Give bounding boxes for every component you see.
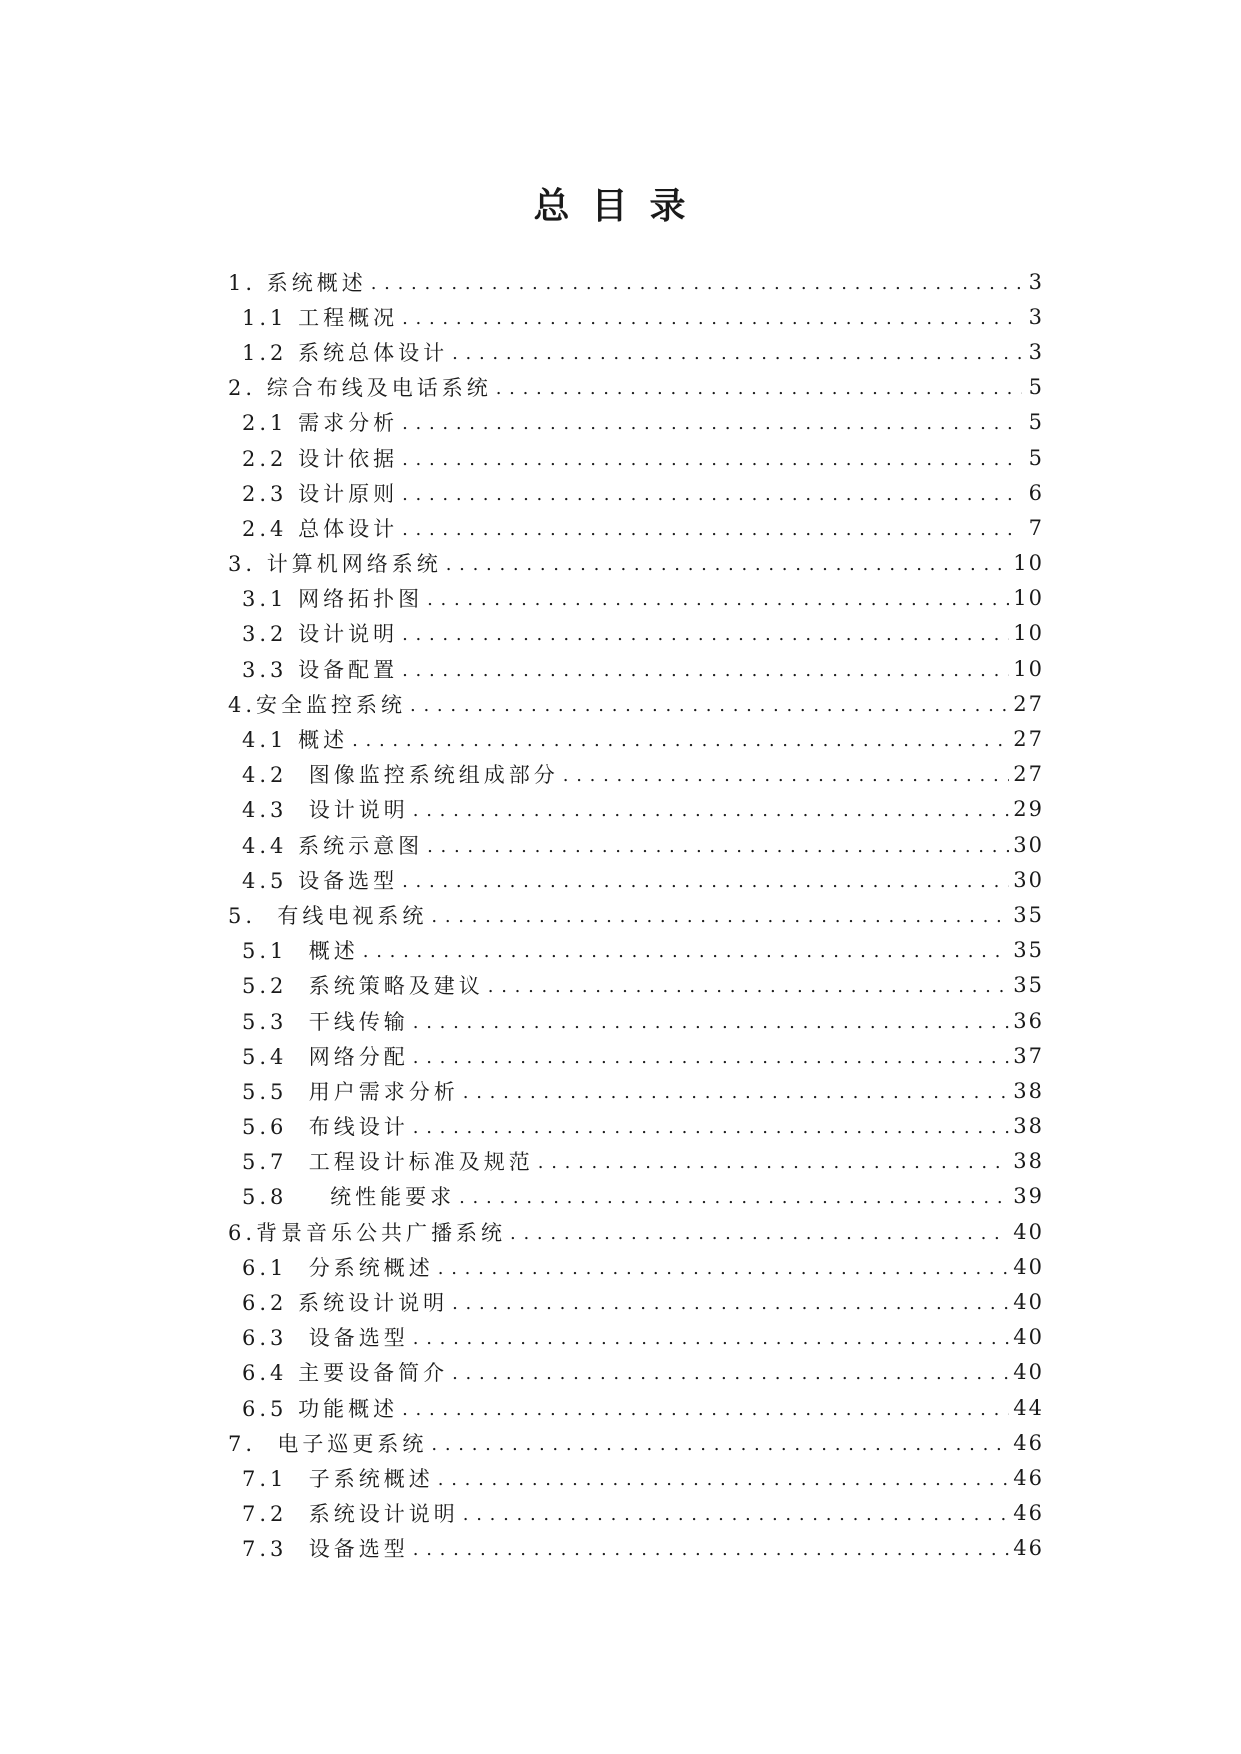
toc-entry[interactable] bbox=[228, 792, 1044, 827]
dot-leader bbox=[488, 973, 1010, 997]
dot-leader bbox=[413, 1536, 1010, 1560]
dot-leader bbox=[352, 727, 1009, 751]
dot-leader bbox=[402, 410, 1022, 434]
toc-entry-page-number: 27 bbox=[1013, 727, 1044, 752]
toc-entry-label: 6.4 主要设备简介 bbox=[242, 1361, 449, 1386]
toc-entry-label: 5. 有线电视系统 bbox=[228, 903, 428, 928]
toc-entry-label: 4.3 设计说明 bbox=[242, 798, 409, 823]
dot-leader bbox=[402, 621, 1009, 645]
toc-entry-label: 7.1 子系统概述 bbox=[242, 1466, 434, 1491]
toc-entry[interactable] bbox=[228, 1214, 1044, 1249]
toc-entry-label: 2. 综合布线及电话系统 bbox=[228, 376, 492, 401]
dot-leader bbox=[438, 1255, 1010, 1279]
toc-entry-label: 5.1 概述 bbox=[242, 939, 359, 964]
dot-leader bbox=[402, 657, 1009, 681]
toc-entry-page-number: 3 bbox=[1028, 304, 1044, 329]
dot-leader bbox=[427, 586, 1009, 610]
dot-leader bbox=[563, 762, 1010, 786]
toc-entry-page-number: 29 bbox=[1013, 797, 1044, 822]
toc-entry-label: 5.6 布线设计 bbox=[242, 1115, 409, 1140]
toc-entry[interactable] bbox=[228, 1179, 1044, 1214]
toc-entry[interactable] bbox=[228, 264, 1044, 299]
toc-entry-label: 7.2 系统设计说明 bbox=[242, 1502, 459, 1527]
toc-entry-label: 6.3 设备选型 bbox=[242, 1326, 409, 1351]
dot-leader bbox=[463, 1079, 1010, 1103]
toc-entry[interactable] bbox=[228, 1460, 1044, 1495]
toc-entry[interactable] bbox=[228, 405, 1044, 440]
dot-leader bbox=[402, 1396, 1009, 1420]
toc-entry[interactable] bbox=[228, 1531, 1044, 1566]
toc-entry-label: 6.2 系统设计说明 bbox=[242, 1291, 449, 1316]
dot-leader bbox=[402, 868, 1009, 892]
toc-entry-page-number: 10 bbox=[1013, 586, 1044, 611]
toc-entry-page-number: 5 bbox=[1028, 410, 1044, 435]
toc-entry-page-number: 40 bbox=[1013, 1290, 1044, 1315]
toc-entry-label: 7. 电子巡更系统 bbox=[228, 1431, 428, 1456]
toc-entry-page-number: 40 bbox=[1013, 1219, 1044, 1244]
table-of-contents bbox=[228, 264, 1044, 1566]
dot-leader bbox=[452, 1290, 1009, 1314]
toc-entry-page-number: 10 bbox=[1013, 621, 1044, 646]
dot-leader bbox=[371, 270, 1022, 294]
toc-entry-page-number: 5 bbox=[1028, 375, 1044, 400]
dot-leader bbox=[402, 446, 1022, 470]
dot-leader bbox=[510, 1220, 1009, 1244]
toc-entry-label: 6.1 分系统概述 bbox=[242, 1255, 434, 1280]
toc-entry-page-number: 10 bbox=[1013, 656, 1044, 681]
toc-entry[interactable] bbox=[228, 370, 1044, 405]
toc-entry-page-number: 36 bbox=[1013, 1008, 1044, 1033]
toc-entry-label: 5.7 工程设计标准及规范 bbox=[242, 1150, 534, 1175]
toc-entry-label: 5.4 网络分配 bbox=[242, 1044, 409, 1069]
toc-entry-label: 1.2 系统总体设计 bbox=[242, 340, 449, 365]
toc-entry-page-number: 5 bbox=[1028, 445, 1044, 470]
dot-leader bbox=[431, 903, 1009, 927]
toc-entry-page-number: 30 bbox=[1013, 832, 1044, 857]
toc-entry-label: 2.3 设计原则 bbox=[242, 481, 399, 506]
toc-entry-page-number: 6 bbox=[1028, 480, 1044, 505]
toc-entry[interactable] bbox=[228, 686, 1044, 721]
toc-entry-label: 5.8 统性能要求 bbox=[242, 1185, 456, 1210]
toc-entry[interactable] bbox=[228, 1355, 1044, 1390]
toc-entry-label: 4.2 图像监控系统组成部分 bbox=[242, 763, 559, 788]
dot-leader bbox=[463, 1501, 1010, 1525]
dot-leader bbox=[438, 1466, 1010, 1490]
toc-entry-label: 2.4 总体设计 bbox=[242, 516, 399, 541]
toc-entry-label: 6.5 功能概述 bbox=[242, 1396, 399, 1421]
toc-entry[interactable] bbox=[228, 581, 1044, 616]
dot-leader bbox=[431, 1431, 1009, 1455]
toc-entry-page-number: 38 bbox=[1013, 1149, 1044, 1174]
toc-entry-label: 1. 系统概述 bbox=[228, 270, 367, 295]
toc-entry-page-number: 10 bbox=[1013, 551, 1044, 576]
toc-entry-page-number: 7 bbox=[1028, 515, 1044, 540]
dot-leader bbox=[410, 692, 1009, 716]
toc-entry-page-number: 46 bbox=[1013, 1501, 1044, 1526]
toc-entry-page-number: 38 bbox=[1013, 1114, 1044, 1139]
toc-entry-label: 2.2 设计依据 bbox=[242, 446, 399, 471]
toc-entry[interactable] bbox=[228, 968, 1044, 1003]
toc-entry[interactable] bbox=[228, 1284, 1044, 1319]
toc-entry-page-number: 40 bbox=[1013, 1360, 1044, 1385]
toc-entry[interactable] bbox=[228, 334, 1044, 369]
toc-entry[interactable] bbox=[228, 1496, 1044, 1531]
toc-entry-label: 3. 计算机网络系统 bbox=[228, 552, 442, 577]
toc-entry[interactable] bbox=[228, 757, 1044, 792]
toc-entry-label: 5.5 用户需求分析 bbox=[242, 1079, 459, 1104]
toc-entry[interactable] bbox=[228, 546, 1044, 581]
toc-entry-label: 6.背景音乐公共广播系统 bbox=[228, 1220, 507, 1245]
dot-leader bbox=[427, 833, 1009, 857]
toc-entry-page-number: 27 bbox=[1013, 691, 1044, 716]
toc-entry[interactable] bbox=[228, 1073, 1044, 1108]
toc-entry[interactable] bbox=[228, 651, 1044, 686]
toc-entry[interactable] bbox=[228, 862, 1044, 897]
dot-leader bbox=[452, 340, 1022, 364]
toc-entry[interactable] bbox=[228, 1320, 1044, 1355]
toc-entry-page-number: 35 bbox=[1013, 938, 1044, 963]
toc-entry[interactable] bbox=[228, 510, 1044, 545]
toc-entry-label: 3.3 设备配置 bbox=[242, 657, 399, 682]
toc-entry[interactable] bbox=[228, 440, 1044, 475]
toc-entry[interactable] bbox=[228, 827, 1044, 862]
toc-entry-label: 7.3 设备选型 bbox=[242, 1537, 409, 1562]
toc-entry[interactable] bbox=[228, 1249, 1044, 1284]
toc-entry-label: 5.2 系统策略及建议 bbox=[242, 974, 484, 999]
dot-leader bbox=[402, 305, 1022, 329]
toc-entry[interactable] bbox=[228, 1425, 1044, 1460]
toc-entry-page-number: 46 bbox=[1013, 1465, 1044, 1490]
dot-leader bbox=[452, 1360, 1009, 1384]
toc-entry-page-number: 37 bbox=[1013, 1043, 1044, 1068]
toc-entry-label: 3.2 设计说明 bbox=[242, 622, 399, 647]
toc-entry-page-number: 46 bbox=[1013, 1536, 1044, 1561]
toc-entry-page-number: 35 bbox=[1013, 973, 1044, 998]
dot-leader bbox=[413, 1009, 1010, 1033]
dot-leader bbox=[413, 797, 1010, 821]
page-title: 总目录 bbox=[533, 186, 708, 227]
toc-entry-label: 4.安全监控系统 bbox=[228, 692, 407, 717]
dot-leader bbox=[496, 375, 1022, 399]
toc-entry-page-number: 3 bbox=[1028, 269, 1044, 294]
dot-leader bbox=[538, 1149, 1010, 1173]
dot-leader bbox=[363, 938, 1010, 962]
toc-entry-page-number: 40 bbox=[1013, 1325, 1044, 1350]
toc-entry[interactable] bbox=[228, 897, 1044, 932]
toc-entry-page-number: 30 bbox=[1013, 867, 1044, 892]
toc-entry-page-number: 35 bbox=[1013, 902, 1044, 927]
dot-leader bbox=[413, 1325, 1010, 1349]
dot-leader bbox=[413, 1044, 1010, 1068]
toc-entry-label: 4.4 系统示意图 bbox=[242, 833, 424, 858]
toc-entry-label: 2.1 需求分析 bbox=[242, 411, 399, 436]
toc-entry-label: 5.3 干线传输 bbox=[242, 1009, 409, 1034]
toc-entry[interactable] bbox=[228, 1038, 1044, 1073]
toc-entry[interactable] bbox=[228, 721, 1044, 756]
dot-leader bbox=[413, 1114, 1010, 1138]
toc-entry[interactable] bbox=[228, 1003, 1044, 1038]
dot-leader bbox=[446, 551, 1010, 575]
toc-entry-label: 1.1 工程概况 bbox=[242, 305, 399, 330]
toc-entry-page-number: 46 bbox=[1013, 1430, 1044, 1455]
toc-entry-label: 4.5 设备选型 bbox=[242, 868, 399, 893]
toc-entry-label: 4.1 概述 bbox=[242, 728, 349, 753]
toc-entry-page-number: 3 bbox=[1028, 339, 1044, 364]
toc-entry[interactable] bbox=[228, 616, 1044, 651]
toc-entry-page-number: 44 bbox=[1013, 1395, 1044, 1420]
toc-entry-page-number: 40 bbox=[1013, 1254, 1044, 1279]
toc-entry-page-number: 27 bbox=[1013, 762, 1044, 787]
toc-entry[interactable] bbox=[228, 1390, 1044, 1425]
dot-leader bbox=[402, 516, 1022, 540]
toc-entry[interactable] bbox=[228, 299, 1044, 334]
toc-entry-page-number: 38 bbox=[1013, 1078, 1044, 1103]
dot-leader bbox=[459, 1184, 1009, 1208]
toc-entry[interactable] bbox=[228, 475, 1044, 510]
toc-entry[interactable] bbox=[228, 1144, 1044, 1179]
dot-leader bbox=[402, 481, 1022, 505]
toc-entry-page-number: 39 bbox=[1013, 1184, 1044, 1209]
toc-entry[interactable] bbox=[228, 933, 1044, 968]
toc-entry[interactable] bbox=[228, 1109, 1044, 1144]
toc-entry-label: 3.1 网络拓扑图 bbox=[242, 587, 424, 612]
